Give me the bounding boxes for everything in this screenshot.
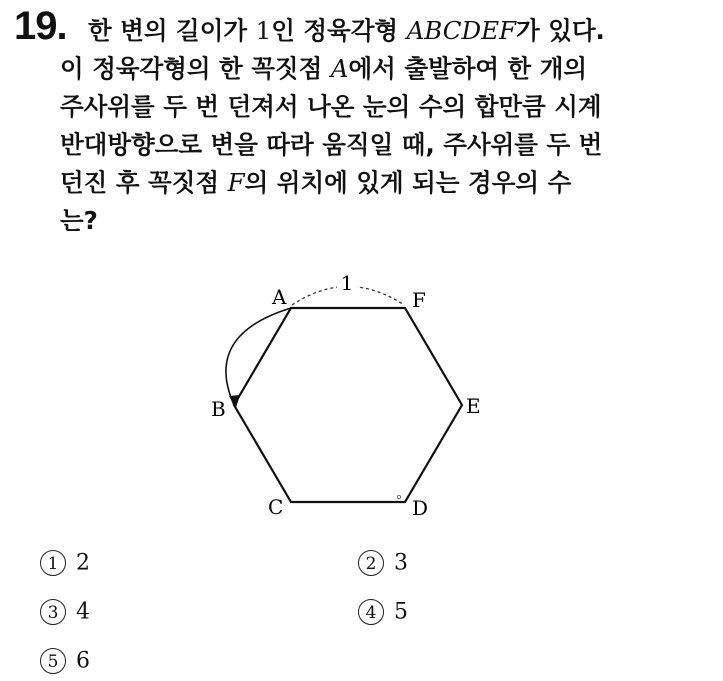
question-text-segment: 의 위치에 있게 되는 경우의 수 — [244, 168, 572, 197]
math-symbol: F — [227, 168, 245, 197]
choice-5[interactable] — [40, 648, 90, 674]
choice-3-marker: 3 — [40, 599, 66, 625]
vertex-d-mark — [397, 495, 400, 498]
choice-1-value: 2 — [76, 550, 90, 576]
choice-5-marker: 5 — [40, 648, 66, 674]
math-symbol: ABCDEF — [406, 16, 517, 45]
question-text-segment: 에서 출발하여 한 개의 — [348, 54, 588, 83]
choice-2-value: 3 — [394, 550, 408, 576]
question-number: 19. — [14, 4, 67, 48]
choice-1-marker: 1 — [40, 550, 66, 576]
choice-4[interactable] — [358, 599, 408, 625]
question-text-segment: 주사위를 두 번 던져서 나온 눈의 수의 합만큼 시계 — [60, 92, 602, 121]
vertex-label-a: A — [272, 285, 287, 309]
choice-3[interactable] — [40, 599, 90, 625]
question-text-segment: 인 정육각형 — [271, 16, 407, 45]
choice-2[interactable] — [358, 550, 408, 576]
hexagon-outline — [234, 308, 462, 502]
vertex-label-d: D — [412, 496, 429, 520]
question-text-segment: 반대방향으로 변을 따라 움직일 때, 주사위를 두 번 — [60, 130, 603, 159]
choice-2-marker: 2 — [358, 550, 384, 576]
choice-4-marker: 4 — [358, 599, 384, 625]
vertex-label-c: C — [268, 495, 284, 519]
choice-3-value: 4 — [76, 599, 90, 625]
choice-5-value: 6 — [76, 648, 90, 674]
choice-1[interactable] — [40, 550, 90, 576]
question-text-segment: 던진 후 꼭짓점 — [60, 168, 228, 197]
vertex-label-e: E — [466, 394, 481, 418]
side-length-label: 1 — [340, 271, 354, 295]
vertex-label-b: B — [211, 397, 226, 421]
question-text-segment: 한 변의 길이가 — [88, 16, 256, 45]
question-text-segment: 이 정육각형의 한 꼭짓점 — [60, 54, 331, 83]
vertex-label-f: F — [412, 288, 426, 312]
question-text-segment: 1 — [255, 16, 272, 45]
math-symbol: A — [330, 54, 349, 83]
question-text-segment: 는? — [60, 206, 98, 235]
question-text-segment: 가 있다. — [516, 16, 605, 45]
choice-4-value: 5 — [394, 599, 408, 625]
